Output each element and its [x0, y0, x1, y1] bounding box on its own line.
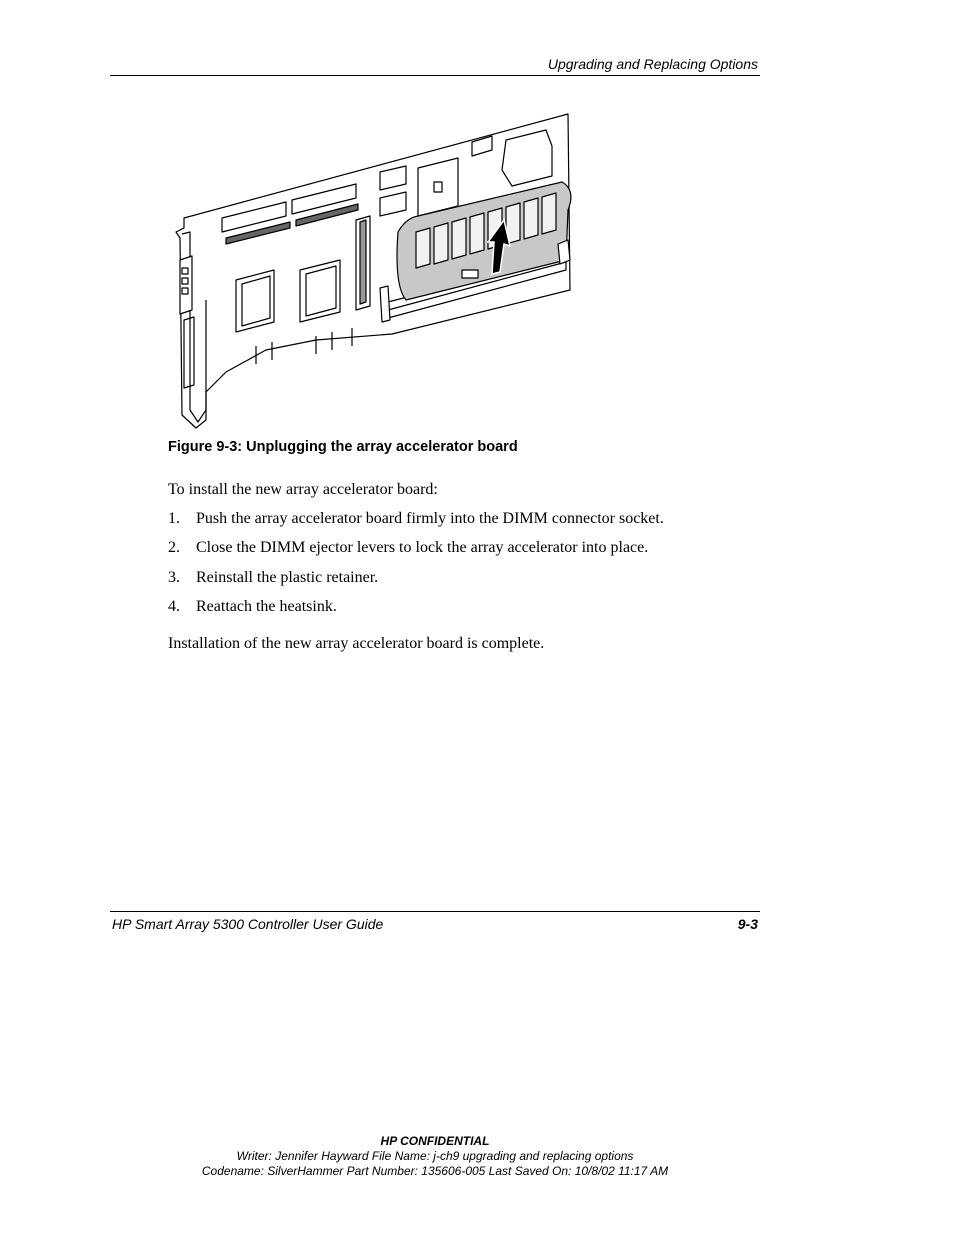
intro-paragraph: To install the new array accelerator board: — [168, 481, 438, 498]
step-number: 2. — [168, 539, 180, 557]
controller-board-illustration — [166, 110, 586, 436]
list-item — [168, 598, 664, 627]
running-header — [110, 56, 760, 76]
confidential-codename-line: Codename: SilverHammer Part Number: 135606-005 Last Saved On: 10/8/02 11:17 AM — [201, 1164, 669, 1178]
step-text: Reattach the heatsink. — [196, 597, 337, 615]
list-item — [168, 569, 664, 598]
confidential-writer-line: Writer: Jennifer Hayward File Name: j-ch9 upgrading and replacing options — [236, 1149, 634, 1163]
list-item — [168, 510, 664, 539]
step-number: 1. — [168, 510, 180, 527]
figure-caption: Figure 9-3: Unplugging the array accelerator board — [168, 439, 518, 455]
step-number: 3. — [168, 568, 180, 586]
step-text: Push the array accelerator board firmly into the DIMM connector socket. — [196, 510, 664, 527]
step-text: Reinstall the plastic retainer. — [196, 568, 379, 586]
closing-paragraph: Installation of the new array accelerator board is complete. — [168, 635, 545, 652]
figure-controller-board — [166, 110, 586, 436]
install-steps-list — [168, 510, 664, 627]
confidential-notice — [0, 1134, 870, 1179]
running-footer — [110, 911, 760, 932]
step-number: 4. — [168, 597, 180, 615]
confidential-label: HP CONFIDENTIAL — [380, 1134, 490, 1148]
list-item — [168, 539, 664, 568]
chapter-title: Upgrading and Replacing Options — [547, 56, 758, 72]
step-text: Close the DIMM ejector levers to lock the array accelerator into place. — [196, 539, 649, 557]
page-number: 9-3 — [737, 916, 758, 932]
guide-title: HP Smart Array 5300 Controller User Guide — [112, 916, 384, 932]
